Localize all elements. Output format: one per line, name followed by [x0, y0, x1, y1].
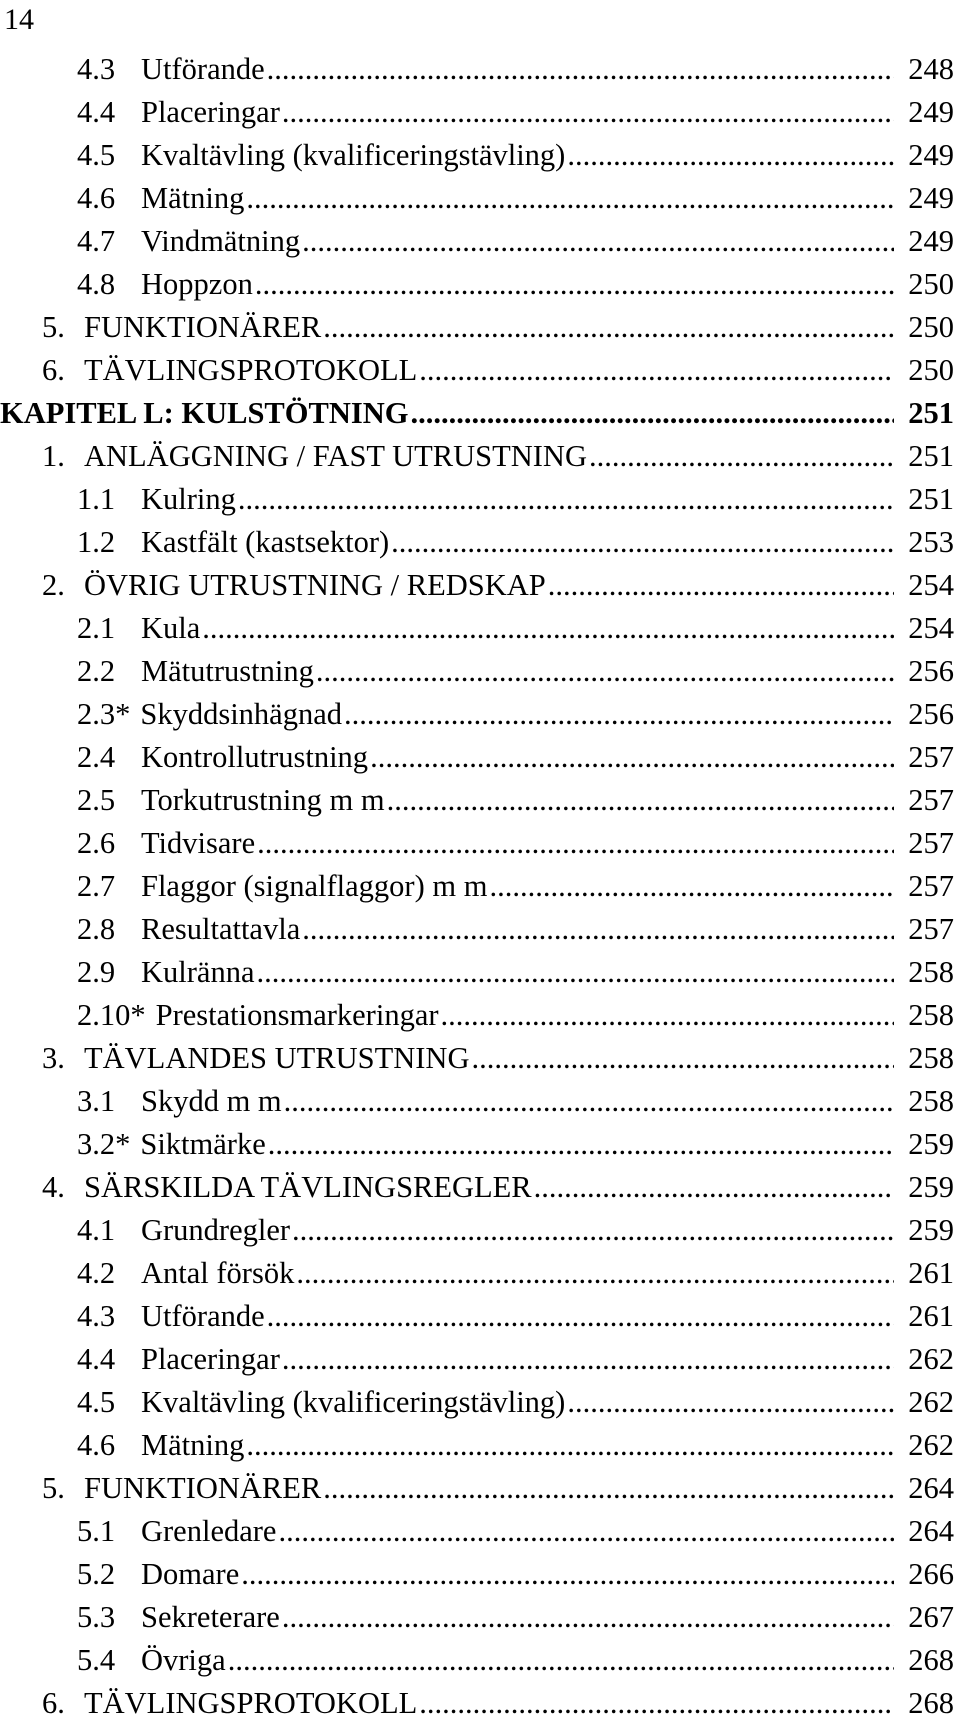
toc-entry-number: 1.2 — [77, 525, 116, 559]
toc-leader-dots — [548, 564, 894, 607]
toc-entry-page: 258 — [908, 955, 954, 989]
page-number: 14 — [4, 3, 34, 36]
toc-entry-page: 250 — [908, 353, 954, 387]
toc-entry-title: Hoppzon — [141, 267, 253, 301]
toc-leader-dots — [296, 1252, 894, 1295]
toc-leader-dots — [323, 1467, 894, 1510]
toc-entry[interactable] — [0, 306, 960, 349]
toc-entry-page: 249 — [908, 95, 954, 129]
toc-leader-dots — [282, 1338, 894, 1381]
toc-entry[interactable] — [0, 134, 960, 177]
toc-leader-dots — [268, 1123, 894, 1166]
toc-entry[interactable] — [0, 1510, 960, 1553]
toc-leader-dots — [246, 177, 894, 220]
toc-entry-number: 3. — [42, 1041, 65, 1075]
toc-entry[interactable] — [0, 693, 960, 736]
toc-entry[interactable] — [0, 1424, 960, 1467]
toc-entry-title: Siktmärke — [140, 1127, 266, 1161]
toc-entry-number: 4.7 — [77, 224, 116, 258]
toc-entry-title: Resultattavla — [141, 912, 301, 946]
toc-entry-page: 257 — [908, 912, 954, 946]
toc-entry[interactable] — [0, 564, 960, 607]
toc-entry-page: 254 — [908, 611, 954, 645]
toc-entry-title: Skydd m m — [141, 1084, 282, 1118]
toc-entry-number: 4.5 — [77, 1385, 116, 1419]
toc-entry[interactable] — [0, 1166, 960, 1209]
toc-entry[interactable] — [0, 435, 960, 478]
toc-entry-page: 249 — [908, 224, 954, 258]
toc-entry-title: Mätning — [141, 181, 245, 215]
toc-leader-dots — [323, 306, 894, 349]
toc-entry-title: Kulring — [141, 482, 236, 516]
toc-entry-page: 262 — [908, 1385, 954, 1419]
toc-leader-dots — [589, 435, 894, 478]
toc-leader-dots — [410, 392, 894, 435]
toc-entry-number: 5.4 — [77, 1643, 116, 1677]
toc-entry-title: ÖVRIG UTRUSTNING / REDSKAP — [84, 568, 546, 602]
toc-leader-dots — [282, 91, 894, 134]
toc-entry-page: 254 — [908, 568, 954, 602]
toc-entry-title: Kastfält (kastsektor) — [141, 525, 390, 559]
toc-leader-dots — [241, 1553, 894, 1596]
toc-entry-number: 5.2 — [77, 1557, 116, 1591]
toc-leader-dots — [567, 134, 894, 177]
toc-entry-number: 2.6 — [77, 826, 116, 860]
toc-leader-dots — [316, 650, 894, 693]
toc-entry[interactable] — [0, 1639, 960, 1682]
toc-entry[interactable] — [0, 521, 960, 564]
toc-entry-page: 258 — [908, 998, 954, 1032]
toc-entry[interactable] — [0, 1596, 960, 1639]
toc-entry-page: 257 — [908, 783, 954, 817]
toc-entry-page: 267 — [908, 1600, 954, 1634]
toc-entry-page: 259 — [908, 1170, 954, 1204]
toc-entry-number: 2.3* — [77, 697, 131, 731]
toc-entry-title: ANLÄGGNING / FAST UTRUSTNING — [84, 439, 587, 473]
toc-entry-number: 2. — [42, 568, 65, 602]
toc-leader-dots — [246, 1424, 894, 1467]
toc-entry-title: FUNKTIONÄRER — [84, 1471, 322, 1505]
toc-entry-title: Tidvisare — [141, 826, 256, 860]
toc-entry-number: 4.3 — [77, 52, 116, 86]
toc-entry-page: 268 — [908, 1686, 954, 1720]
toc-entry-number: 2.5 — [77, 783, 116, 817]
toc-entry-title: Mätning — [141, 1428, 245, 1462]
toc-entry[interactable] — [0, 91, 960, 134]
toc-entry[interactable] — [0, 779, 960, 822]
toc-entry-page: 258 — [908, 1041, 954, 1075]
toc-entry[interactable] — [0, 994, 960, 1037]
toc-entry-number: 3.1 — [77, 1084, 116, 1118]
toc-entry-number: 4.4 — [77, 1342, 116, 1376]
toc-leader-dots — [441, 994, 894, 1037]
toc-entry[interactable] — [0, 736, 960, 779]
toc-entry-number: 1. — [42, 439, 65, 473]
toc-entry-title: Grenledare — [141, 1514, 277, 1548]
toc-entry-number: 2.4 — [77, 740, 116, 774]
toc-entry-number: 6. — [42, 1686, 65, 1720]
toc-leader-dots — [370, 736, 894, 779]
toc-entry[interactable] — [0, 1381, 960, 1424]
toc-entry-page: 262 — [908, 1428, 954, 1462]
toc-entry-page: 253 — [908, 525, 954, 559]
toc-entry-page: 261 — [908, 1256, 954, 1290]
toc-leader-dots — [282, 1596, 894, 1639]
toc-leader-dots — [419, 349, 894, 392]
toc-entry[interactable] — [0, 349, 960, 392]
toc-entry-title: FUNKTIONÄRER — [84, 310, 322, 344]
toc-entry-title: Utförande — [141, 1299, 265, 1333]
toc-entry-page: 262 — [908, 1342, 954, 1376]
toc-entry-page: 256 — [908, 654, 954, 688]
toc-leader-dots — [255, 263, 894, 306]
toc-entry-page: 257 — [908, 826, 954, 860]
toc-entry-number: 5.1 — [77, 1514, 116, 1548]
toc-entry[interactable] — [0, 650, 960, 693]
toc-entry-title: Övriga — [141, 1643, 226, 1677]
toc-entry-number: 4.2 — [77, 1256, 116, 1290]
toc-entry-number: 6. — [42, 353, 65, 387]
toc-entry-number: 2.7 — [77, 869, 116, 903]
toc-leader-dots — [391, 521, 894, 564]
toc-leader-dots — [567, 1381, 894, 1424]
toc-entry-title: Placeringar — [141, 95, 280, 129]
toc-entry-number: 2.2 — [77, 654, 116, 688]
toc-entry[interactable] — [0, 1553, 960, 1596]
toc-entry[interactable] — [0, 1037, 960, 1080]
toc-entry-page: 251 — [908, 482, 954, 516]
toc-entry-title: Mätutrustning — [141, 654, 314, 688]
toc-entry[interactable] — [0, 908, 960, 951]
toc-entry-title: Skyddsinhägnad — [140, 697, 343, 731]
toc-leader-dots — [344, 693, 894, 736]
toc-entry[interactable] — [0, 1080, 960, 1123]
table-of-contents — [0, 48, 960, 1725]
toc-entry-number: 2.1 — [77, 611, 116, 645]
toc-leader-dots — [284, 1080, 894, 1123]
toc-entry-title: Flaggor (signalflaggor) m m — [141, 869, 488, 903]
toc-entry-title: Placeringar — [141, 1342, 280, 1376]
toc-leader-dots — [489, 865, 894, 908]
toc-entry-number: 5. — [42, 310, 65, 344]
toc-entry-number: 5. — [42, 1471, 65, 1505]
toc-entry-page: 258 — [908, 1084, 954, 1118]
toc-leader-dots — [302, 220, 894, 263]
toc-entry-number: 4.5 — [77, 138, 116, 172]
toc-entry[interactable] — [0, 822, 960, 865]
toc-entry-title: TÄVLINGSPROTOKOLL — [84, 353, 418, 387]
toc-leader-dots — [267, 48, 894, 91]
toc-entry-page: 266 — [908, 1557, 954, 1591]
toc-entry-page: 259 — [908, 1127, 954, 1161]
toc-entry-number: 4.8 — [77, 267, 116, 301]
toc-entry-page: 249 — [908, 181, 954, 215]
toc-entry[interactable] — [0, 48, 960, 91]
toc-entry-title: Kulränna — [141, 955, 255, 989]
toc-entry-title: Kontrollutrustning — [141, 740, 369, 774]
toc-entry-title: Vindmätning — [141, 224, 301, 258]
toc-entry-page: 257 — [908, 740, 954, 774]
toc-entry-title: Domare — [141, 1557, 240, 1591]
toc-entry-page: 249 — [908, 138, 954, 172]
toc-entry-page: 261 — [908, 1299, 954, 1333]
toc-leader-dots — [267, 1295, 894, 1338]
toc-entry[interactable] — [0, 1467, 960, 1510]
toc-entry[interactable] — [0, 951, 960, 994]
toc-entry-page: 264 — [908, 1471, 954, 1505]
toc-entry-number: 4.6 — [77, 181, 116, 215]
toc-entry-number: 5.3 — [77, 1600, 116, 1634]
toc-entry[interactable] — [0, 607, 960, 650]
toc-entry-page: 268 — [908, 1643, 954, 1677]
toc-leader-dots — [534, 1166, 894, 1209]
toc-entry-page: 264 — [908, 1514, 954, 1548]
toc-entry-title: TÄVLINGSPROTOKOLL — [84, 1686, 418, 1720]
toc-entry-page: 259 — [908, 1213, 954, 1247]
toc-entry-title: Torkutrustning m m — [141, 783, 385, 817]
toc-entry-title: SÄRSKILDA TÄVLINGSREGLER — [84, 1170, 532, 1204]
toc-entry-title: Kula — [141, 611, 201, 645]
toc-entry[interactable] — [0, 478, 960, 521]
toc-entry-title: Antal försök — [141, 1256, 295, 1290]
toc-entry[interactable] — [0, 1252, 960, 1295]
toc-entry-title: Utförande — [141, 52, 265, 86]
toc-entry-title: Kvaltävling (kvalificeringstävling) — [141, 138, 566, 172]
toc-entry-number: 3.2* — [77, 1127, 131, 1161]
toc-entry[interactable] — [0, 1295, 960, 1338]
toc-leader-dots — [292, 1209, 894, 1252]
toc-entry-number: 2.9 — [77, 955, 116, 989]
toc-leader-dots — [302, 908, 894, 951]
toc-entry-page: 250 — [908, 310, 954, 344]
toc-entry-page: 250 — [908, 267, 954, 301]
toc-leader-dots — [238, 478, 894, 521]
toc-entry-number: 4. — [42, 1170, 65, 1204]
toc-leader-dots — [256, 951, 894, 994]
toc-entry-page: 248 — [908, 52, 954, 86]
toc-entry-title: Kvaltävling (kvalificeringstävling) — [141, 1385, 566, 1419]
toc-leader-dots — [202, 607, 894, 650]
toc-entry-title: Sekreterare — [141, 1600, 280, 1634]
toc-entry-number: 4.1 — [77, 1213, 116, 1247]
toc-entry[interactable] — [0, 177, 960, 220]
toc-entry-number: 4.3 — [77, 1299, 116, 1333]
toc-leader-dots — [471, 1037, 894, 1080]
toc-entry[interactable] — [0, 220, 960, 263]
toc-entry-page: 256 — [908, 697, 954, 731]
toc-entry-page: 257 — [908, 869, 954, 903]
toc-entry[interactable] — [0, 1123, 960, 1166]
toc-entry[interactable] — [0, 1682, 960, 1725]
toc-entry-title: KAPITEL L: KULSTÖTNING — [0, 396, 409, 430]
toc-entry[interactable] — [0, 263, 960, 306]
toc-entry-number: 2.8 — [77, 912, 116, 946]
toc-entry[interactable] — [0, 1338, 960, 1381]
toc-chapter-entry[interactable] — [0, 392, 960, 435]
toc-leader-dots — [257, 822, 894, 865]
toc-entry-number: 1.1 — [77, 482, 116, 516]
toc-entry-number: 4.6 — [77, 1428, 116, 1462]
toc-entry-title: Grundregler — [141, 1213, 291, 1247]
toc-entry-page: 251 — [908, 439, 954, 473]
toc-entry-title: TÄVLANDES UTRUSTNING — [84, 1041, 470, 1075]
toc-entry-page: 251 — [908, 396, 954, 430]
toc-entry[interactable] — [0, 865, 960, 908]
toc-leader-dots — [419, 1682, 894, 1725]
toc-leader-dots — [387, 779, 894, 822]
toc-entry[interactable] — [0, 1209, 960, 1252]
toc-entry-number: 4.4 — [77, 95, 116, 129]
toc-leader-dots — [278, 1510, 894, 1553]
toc-entry-title: Prestationsmarkeringar — [155, 998, 439, 1032]
toc-leader-dots — [228, 1639, 894, 1682]
toc-entry-number: 2.10* — [77, 998, 146, 1032]
